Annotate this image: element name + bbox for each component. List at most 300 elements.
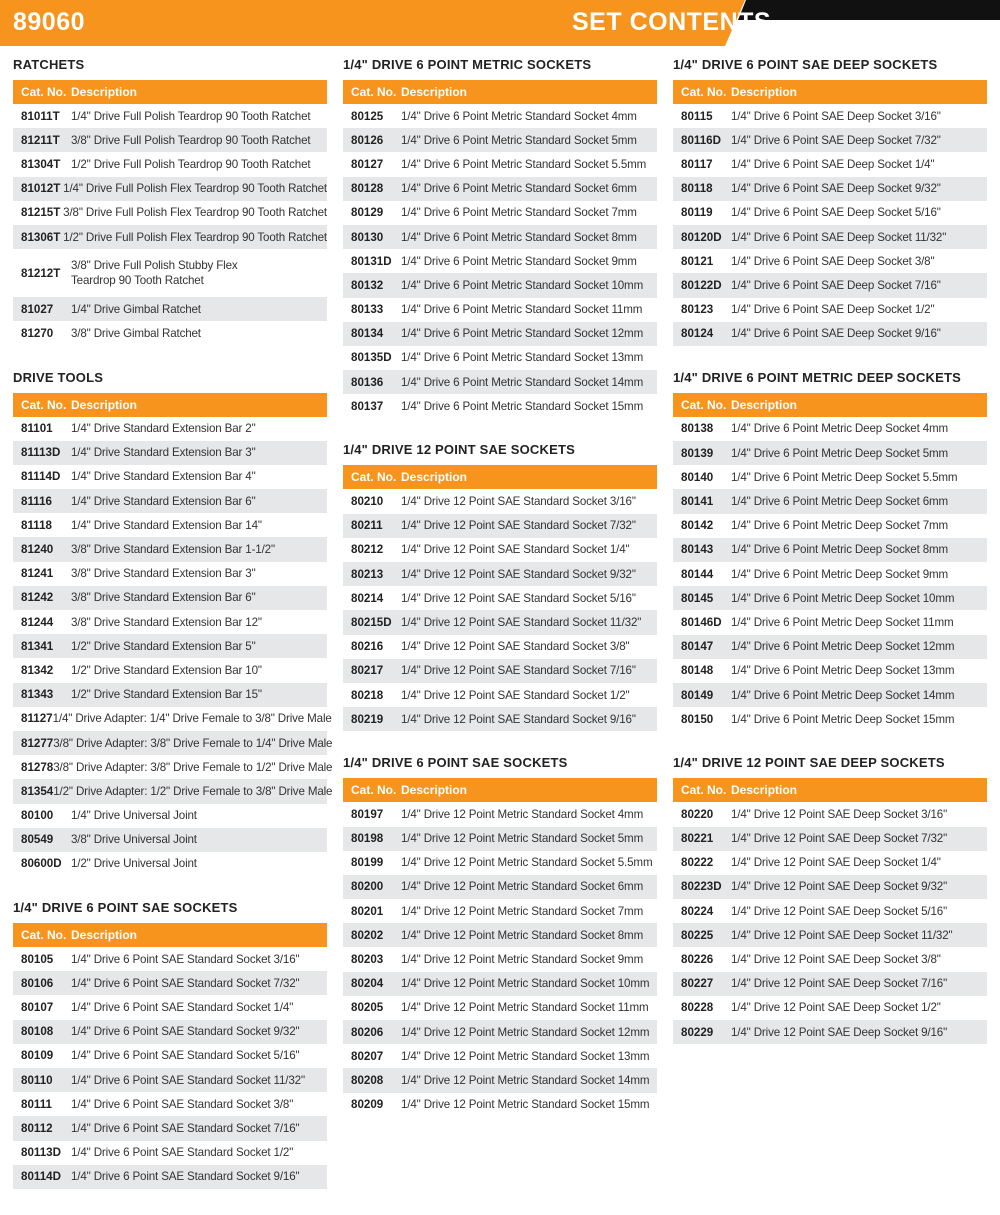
header-cat-no: Cat. No. — [681, 783, 727, 798]
table-row — [13, 586, 327, 610]
set-code: 89060 — [13, 8, 86, 36]
cat-no-cell: 80206 — [351, 1025, 384, 1039]
table-row — [343, 225, 657, 249]
description-cell: 3/8" Drive Standard Extension Bar 12" — [71, 615, 262, 629]
table-row — [13, 779, 333, 803]
table-row — [13, 634, 327, 658]
cat-no-cell: 80223D — [681, 880, 722, 894]
cat-no-cell: 80198 — [351, 832, 384, 846]
cat-no-cell: 80125 — [351, 109, 384, 123]
description-cell: 1/4" Drive 12 Point Metric Standard Socket 13mm — [401, 1049, 650, 1063]
table-row — [13, 152, 327, 176]
cat-no-cell: 80115 — [681, 109, 713, 123]
description-cell: 1/4" Drive 12 Point SAE Deep Socket 11/32" — [731, 928, 953, 942]
table-row — [673, 707, 987, 731]
table-row — [673, 875, 987, 899]
cat-no-cell: 81113D — [21, 446, 61, 460]
description-cell: 1/4" Drive 6 Point SAE Standard Socket 1/4" — [71, 1001, 294, 1015]
table-header — [13, 923, 327, 947]
description-cell: 1/4" Drive 12 Point Metric Standard Socket 10mm — [401, 977, 650, 991]
table-row — [13, 225, 327, 249]
cat-no-cell: 80215D — [351, 615, 392, 629]
description-cell: 1/4" Drive 12 Point Metric Standard Socket 12mm — [401, 1025, 650, 1039]
section-title: 1/4" DRIVE 12 POINT SAE SOCKETS — [343, 442, 575, 458]
table-row — [673, 128, 987, 152]
description-cell: 1/4" Drive 6 Point Metric Standard Socket 11mm — [401, 303, 643, 317]
table-row — [343, 947, 657, 971]
description-cell: 1/4" Drive 6 Point Metric Standard Socket 6mm — [401, 182, 637, 196]
cat-no-cell: 80135D — [351, 351, 392, 365]
description-cell: 1/4" Drive 12 Point SAE Deep Socket 9/32" — [731, 880, 948, 894]
table-row — [673, 610, 987, 634]
description-cell: 1/4" Drive 12 Point Metric Standard Socket 5.5mm — [401, 856, 653, 870]
header-description: Description — [71, 85, 138, 99]
table-row — [13, 417, 327, 441]
header-description: Description — [71, 397, 138, 412]
description-cell: 1/4" Drive Adapter: 1/4" Drive Female to 3/8" Drive Male — [52, 712, 332, 726]
table-row — [673, 923, 987, 947]
description-cell: 1/4" Drive 6 Point Metric Deep Socket 9mm — [731, 567, 949, 581]
table-header — [343, 465, 657, 489]
description-cell: 1/2" Drive Standard Extension Bar 15" — [71, 688, 262, 702]
description-cell: 1/4" Drive 6 Point Metric Deep Socket 4mm — [731, 422, 949, 436]
table-row — [673, 899, 987, 923]
description-cell: 1/4" Drive Universal Joint — [71, 809, 197, 823]
table-row — [13, 804, 327, 828]
table-row — [13, 995, 327, 1019]
cat-no-cell: 80141 — [681, 495, 714, 509]
table-row — [673, 273, 987, 297]
table-row — [673, 322, 987, 346]
table-row — [673, 201, 987, 225]
table-row — [343, 249, 657, 273]
description-cell: 1/4" Drive 12 Point SAE Standard Socket 9/16" — [401, 712, 636, 726]
table-row — [343, 128, 657, 152]
table-row — [343, 538, 657, 562]
section — [673, 368, 987, 731]
cat-no-cell: 81270 — [21, 326, 54, 340]
table-row — [13, 465, 327, 489]
cat-no-cell: 80220 — [681, 807, 714, 821]
cat-no-cell: 81118 — [21, 518, 52, 532]
cat-no-cell: 80133 — [351, 303, 384, 317]
table-row — [673, 635, 987, 659]
description-cell: 1/4" Drive Standard Extension Bar 6" — [71, 494, 256, 508]
table-row — [13, 852, 327, 876]
cat-no-cell: 80116D — [681, 133, 721, 147]
description-cell: 1/4" Drive 6 Point SAE Deep Socket 1/2" — [731, 303, 935, 317]
table-row — [673, 827, 987, 851]
cat-no-cell: 81277 — [21, 736, 54, 750]
cat-no-cell: 80221 — [681, 832, 714, 846]
description-cell: 1/4" Drive 6 Point Metric Deep Socket 5mm — [731, 446, 949, 460]
description-cell: 1/4" Drive 12 Point SAE Standard Socket 7/16" — [401, 664, 636, 678]
cat-no-cell: 80222 — [681, 856, 714, 870]
description-cell: 1/4" Drive 6 Point SAE Standard Socket 1/2" — [71, 1146, 294, 1160]
table-row — [343, 586, 657, 610]
header-cat-no: Cat. No. — [21, 928, 67, 943]
table-row — [673, 465, 987, 489]
description-cell: 1/4" Drive 6 Point SAE Standard Socket 7/32" — [71, 976, 300, 990]
section-title: RATCHETS — [13, 57, 85, 72]
description-cell: 1/4" Drive 12 Point Metric Standard Socket 15mm — [401, 1098, 650, 1112]
cat-no-cell: 80209 — [351, 1098, 384, 1112]
section-title: 1/4" DRIVE 6 POINT SAE SOCKETS — [343, 755, 568, 771]
table-row — [343, 1068, 657, 1092]
header-description: Description — [401, 783, 468, 798]
header-description: Description — [401, 470, 468, 485]
table-row — [343, 346, 657, 370]
table-row — [343, 899, 657, 923]
description-cell: 1/4" Drive 12 Point Metric Standard Socket 7mm — [401, 904, 644, 918]
page-header — [0, 0, 1000, 46]
cat-no-cell: 80212 — [351, 543, 384, 557]
description-cell: 1/4" Drive 6 Point SAE Deep Socket 5/16" — [731, 206, 941, 220]
cat-no-cell: 80123 — [681, 303, 714, 317]
description-cell: 1/4" Drive 6 Point SAE Standard Socket 11/32" — [71, 1073, 305, 1087]
cat-no-cell: 81304T — [21, 157, 61, 171]
description-cell: 1/4" Drive 6 Point Metric Standard Socket 4mm — [401, 109, 637, 123]
table-row — [13, 707, 332, 731]
cat-no-cell: 80197 — [351, 807, 384, 821]
table-row — [343, 273, 657, 297]
header-black-band — [738, 0, 1000, 20]
table-row — [13, 1044, 327, 1068]
table-row — [673, 802, 987, 826]
header-cat-no: Cat. No. — [351, 470, 397, 485]
table-header — [673, 80, 987, 104]
column-1 — [13, 55, 333, 1211]
cat-no-cell: 80600D — [21, 857, 62, 871]
table-row — [13, 1165, 327, 1189]
table-row — [673, 562, 987, 586]
table-row — [343, 996, 657, 1020]
table-row — [13, 562, 327, 586]
description-cell: 1/4" Drive 6 Point Metric Standard Socket 9mm — [401, 254, 637, 268]
table-row — [13, 1141, 327, 1165]
section — [13, 55, 327, 346]
description-cell: 1/4" Drive 6 Point SAE Standard Socket 9/16" — [71, 1170, 300, 1184]
table-row — [343, 802, 657, 826]
table-row — [13, 755, 333, 779]
cat-no-cell: 80216 — [351, 640, 384, 654]
cat-no-cell: 80127 — [351, 157, 384, 171]
description-cell: 1/2" Drive Full Polish Teardrop 90 Tooth Ratchet — [71, 157, 311, 171]
table-row — [343, 1020, 657, 1044]
description-cell: 3/8" Drive Adapter: 3/8" Drive Female to 1/4" Drive Male — [53, 736, 333, 750]
cat-no-cell: 80118 — [681, 182, 713, 196]
cat-no-cell: 81127 — [21, 712, 53, 726]
cat-no-cell: 80128 — [351, 182, 384, 196]
cat-no-cell: 80228 — [681, 1001, 714, 1015]
section-title: 1/4" DRIVE 12 POINT SAE DEEP SOCKETS — [673, 755, 945, 771]
cat-no-cell: 80201 — [351, 904, 384, 918]
cat-no-cell: 81240 — [21, 543, 54, 557]
description-cell: 1/4" Drive 6 Point Metric Deep Socket 10mm — [731, 591, 955, 605]
description-cell: 1/4" Drive Standard Extension Bar 14" — [71, 518, 262, 532]
section — [13, 368, 333, 877]
table-row — [673, 298, 987, 322]
description-cell: 1/4" Drive 6 Point SAE Deep Socket 3/8" — [731, 254, 935, 268]
cat-no-cell: 80112 — [21, 1121, 53, 1135]
table-row — [13, 201, 327, 225]
table-row — [13, 828, 327, 852]
table-row — [343, 177, 657, 201]
description-cell: 3/8" Drive Full Polish Flex Teardrop 90 Tooth Ratchet — [63, 206, 327, 220]
description-cell: 1/4" Drive 12 Point SAE Deep Socket 1/4" — [731, 856, 941, 870]
description-cell: 1/4" Drive 12 Point Metric Standard Socket 11mm — [401, 1001, 649, 1015]
cat-no-cell: 80100 — [21, 809, 54, 823]
section — [673, 753, 987, 1044]
description-cell: 1/4" Drive 12 Point SAE Standard Socket 11/32" — [401, 615, 642, 629]
table-row — [343, 298, 657, 322]
description-cell: 1/4" Drive 6 Point SAE Deep Socket 7/32" — [731, 133, 941, 147]
table-row — [343, 370, 657, 394]
description-cell: 1/4" Drive 6 Point Metric Deep Socket 11mm — [731, 615, 954, 629]
cat-no-cell: 80122D — [681, 278, 722, 292]
description-cell: 1/4" Drive 12 Point Metric Standard Socket 6mm — [401, 880, 644, 894]
table-row — [343, 659, 657, 683]
table-row — [13, 321, 327, 345]
header-cat-no: Cat. No. — [21, 397, 67, 412]
cat-no-cell: 80105 — [21, 952, 54, 966]
cat-no-cell: 80121 — [681, 254, 714, 268]
table-row — [343, 707, 657, 731]
cat-no-cell: 80208 — [351, 1073, 384, 1087]
section — [343, 753, 657, 1116]
header-description: Description — [71, 928, 138, 943]
cat-no-cell: 80106 — [21, 976, 54, 990]
cat-no-cell: 81027 — [21, 302, 54, 316]
table-row — [343, 322, 657, 346]
header-cat-no: Cat. No. — [351, 85, 397, 99]
cat-no-cell: 81116 — [21, 494, 52, 508]
cat-no-cell: 81343 — [21, 688, 54, 702]
description-cell: 1/4" Drive Standard Extension Bar 3" — [71, 446, 256, 460]
cat-no-cell: 80203 — [351, 953, 384, 967]
cat-no-cell: 80207 — [351, 1049, 384, 1063]
description-cell: 1/4" Drive 6 Point Metric Standard Socket 7mm — [401, 206, 637, 220]
cat-no-cell: 80129 — [351, 206, 384, 220]
description-cell: 1/4" Drive 12 Point SAE Deep Socket 5/16" — [731, 904, 948, 918]
cat-no-cell: 80119 — [681, 206, 713, 220]
description-cell: 1/4" Drive 6 Point SAE Deep Socket 1/4" — [731, 157, 935, 171]
description-cell: 1/4" Drive 6 Point SAE Deep Socket 7/16" — [731, 278, 941, 292]
cat-no-cell: 80549 — [21, 833, 54, 847]
table-row — [13, 249, 327, 297]
table-header — [343, 80, 657, 104]
table-row — [673, 947, 987, 971]
table-row — [673, 538, 987, 562]
cat-no-cell: 80147 — [681, 640, 714, 654]
description-cell: 1/4" Drive 6 Point SAE Standard Socket 5/16" — [71, 1049, 300, 1063]
table-row — [673, 996, 987, 1020]
description-cell: 1/4" Drive 12 Point SAE Deep Socket 3/16" — [731, 807, 948, 821]
cat-no-cell: 80130 — [351, 230, 384, 244]
table-row — [343, 104, 657, 128]
cat-no-cell: 80134 — [351, 327, 384, 341]
description-cell: 1/2" Drive Standard Extension Bar 10" — [71, 663, 262, 677]
section-title: 1/4" DRIVE 6 POINT SAE SOCKETS — [13, 900, 238, 916]
description-cell: 1/4" Drive 12 Point SAE Standard Socket 9/32" — [401, 567, 636, 581]
cat-no-cell: 80137 — [351, 399, 384, 413]
cat-no-cell: 81101 — [21, 422, 53, 436]
table-row — [673, 249, 987, 273]
description-cell: 3/8" Drive Full Polish Stubby Flex Teardrop 90 Tooth Ratchet — [71, 259, 238, 288]
description-cell: 1/4" Drive 12 Point Metric Standard Socket 5mm — [401, 832, 644, 846]
cat-no-cell: 80219 — [351, 712, 384, 726]
cat-no-cell: 80143 — [681, 543, 714, 557]
cat-no-cell: 81342 — [21, 663, 54, 677]
table-row — [13, 971, 327, 995]
description-cell: 1/4" Drive 12 Point SAE Standard Socket 3/16" — [401, 495, 636, 509]
description-cell: 1/2" Drive Adapter: 1/2" Drive Female to 3/8" Drive Male — [53, 784, 333, 798]
table-row — [13, 1116, 327, 1140]
table-row — [343, 827, 657, 851]
description-cell: 1/4" Drive Gimbal Ratchet — [71, 302, 201, 316]
description-cell: 3/8" Drive Gimbal Ratchet — [71, 326, 201, 340]
header-description: Description — [731, 85, 798, 99]
table-row — [13, 658, 327, 682]
description-cell: 1/4" Drive 6 Point Metric Deep Socket 6mm — [731, 495, 949, 509]
cat-no-cell: 80117 — [681, 157, 713, 171]
description-cell: 1/4" Drive 6 Point Metric Deep Socket 14mm — [731, 688, 955, 702]
description-cell: 1/4" Drive 6 Point SAE Deep Socket 9/32" — [731, 182, 941, 196]
description-cell: 1/4" Drive 6 Point Metric Deep Socket 5.5mm — [731, 470, 958, 484]
description-cell: 1/4" Drive 6 Point SAE Standard Socket 3/8" — [71, 1097, 294, 1111]
description-cell: 1/4" Drive 6 Point Metric Deep Socket 13mm — [731, 664, 955, 678]
description-cell: 1/4" Drive 6 Point SAE Standard Socket 3/16" — [71, 952, 300, 966]
cat-no-cell: 80111 — [21, 1097, 52, 1111]
description-cell: 1/4" Drive 6 Point Metric Standard Socket 5.5mm — [401, 157, 647, 171]
table-row — [673, 489, 987, 513]
table-row — [343, 489, 657, 513]
table-row — [673, 1020, 987, 1044]
description-cell: 1/4" Drive 6 Point Metric Deep Socket 7mm — [731, 519, 949, 533]
cat-no-cell: 80120D — [681, 230, 722, 244]
table-row — [13, 128, 327, 152]
section-title: 1/4" DRIVE 6 POINT SAE DEEP SOCKETS — [673, 57, 938, 72]
table-row — [673, 152, 987, 176]
table-row — [13, 731, 333, 755]
table-row — [13, 537, 327, 561]
table-row — [673, 659, 987, 683]
table-row — [13, 947, 327, 971]
header-cat-no: Cat. No. — [21, 85, 67, 99]
cat-no-cell: 80149 — [681, 688, 714, 702]
table-row — [673, 441, 987, 465]
table-row — [13, 1092, 327, 1116]
description-cell: 1/4" Drive 12 Point SAE Standard Socket 5/16" — [401, 591, 636, 605]
table-row — [673, 225, 987, 249]
table-header — [13, 80, 327, 104]
description-cell: 3/8" Drive Standard Extension Bar 1-1/2" — [71, 543, 275, 557]
table-header — [673, 778, 987, 802]
description-cell: 1/2" Drive Standard Extension Bar 5" — [71, 639, 256, 653]
cat-no-cell: 80225 — [681, 928, 714, 942]
cat-no-cell: 80210 — [351, 495, 384, 509]
header-cat-no: Cat. No. — [681, 397, 727, 412]
cat-no-cell: 81012T — [21, 182, 61, 196]
table-row — [343, 635, 657, 659]
description-cell: 1/4" Drive 6 Point Metric Standard Socket 5mm — [401, 133, 637, 147]
table-row — [343, 514, 657, 538]
description-cell: 1/4" Drive 12 Point SAE Standard Socket 1/2" — [401, 688, 630, 702]
description-cell: 1/4" Drive 12 Point Metric Standard Socket 8mm — [401, 928, 644, 942]
header-description: Description — [401, 85, 468, 99]
table-row — [673, 417, 987, 441]
description-cell: 1/4" Drive 6 Point Metric Standard Socket 10mm — [401, 278, 644, 292]
table-row — [343, 152, 657, 176]
column-2 — [343, 55, 657, 1139]
section-title: 1/4" DRIVE 6 POINT METRIC DEEP SOCKETS — [673, 369, 962, 385]
table-row — [13, 610, 327, 634]
description-cell: 1/4" Drive Full Polish Teardrop 90 Tooth Ratchet — [71, 109, 311, 123]
description-cell: 1/2" Drive Full Polish Flex Teardrop 90 Tooth Ratchet — [63, 230, 327, 244]
header-cat-no: Cat. No. — [351, 783, 397, 798]
table-header — [343, 778, 657, 802]
cat-no-cell: 80114D — [21, 1170, 61, 1184]
description-cell: 1/4" Drive 6 Point SAE Deep Socket 3/16" — [731, 109, 941, 123]
description-cell: 3/8" Drive Full Polish Teardrop 90 Tooth Ratchet — [71, 133, 311, 147]
table-row — [13, 683, 327, 707]
section — [343, 55, 657, 418]
cat-no-cell: 81011T — [21, 109, 60, 123]
description-cell: 1/4" Drive 6 Point Metric Standard Socket 13mm — [401, 351, 644, 365]
section — [343, 440, 657, 731]
description-cell: 1/4" Drive 6 Point Metric Deep Socket 15mm — [731, 712, 955, 726]
cat-no-cell: 80202 — [351, 928, 384, 942]
cat-no-cell: 80145 — [681, 591, 714, 605]
description-cell: 1/4" Drive Standard Extension Bar 4" — [71, 470, 256, 484]
cat-no-cell: 81211T — [21, 133, 60, 147]
cat-no-cell: 81354 — [21, 784, 54, 798]
cat-no-cell: 81278 — [21, 760, 54, 774]
description-cell: 1/4" Drive 6 Point Metric Standard Socket 12mm — [401, 327, 644, 341]
cat-no-cell: 80139 — [681, 446, 714, 460]
description-cell: 1/4" Drive 12 Point SAE Standard Socket 3/8" — [401, 640, 630, 654]
description-cell: 1/4" Drive 12 Point Metric Standard Socket 9mm — [401, 953, 644, 967]
description-cell: 1/4" Drive 12 Point SAE Standard Socket 1/4" — [401, 543, 630, 557]
cat-no-cell: 80229 — [681, 1025, 714, 1039]
description-cell: 1/4" Drive Standard Extension Bar 2" — [71, 422, 256, 436]
cat-no-cell: 80226 — [681, 953, 714, 967]
table-row — [13, 441, 327, 465]
cat-no-cell: 81212T — [21, 266, 61, 280]
header-description: Description — [731, 783, 798, 798]
section-title: 1/4" DRIVE 6 POINT METRIC SOCKETS — [343, 57, 592, 72]
page-title: SET CONTENTS — [572, 8, 772, 36]
description-cell: 1/4" Drive 6 Point Metric Standard Socket 14mm — [401, 375, 644, 389]
header-description: Description — [731, 397, 798, 412]
table-header — [13, 393, 327, 417]
cat-no-cell: 80124 — [681, 327, 714, 341]
description-cell: 1/4" Drive 6 Point Metric Deep Socket 12mm — [731, 640, 955, 654]
column-3 — [673, 55, 987, 1066]
table-row — [343, 875, 657, 899]
section-title: DRIVE TOOLS — [13, 369, 104, 385]
table-row — [343, 683, 657, 707]
description-cell: 1/4" Drive 12 Point SAE Standard Socket 7/32" — [401, 519, 636, 533]
cat-no-cell: 80110 — [21, 1073, 53, 1087]
cat-no-cell: 80150 — [681, 712, 714, 726]
description-cell: 1/4" Drive 12 Point SAE Deep Socket 9/16" — [731, 1025, 948, 1039]
cat-no-cell: 80126 — [351, 133, 384, 147]
table-row — [343, 972, 657, 996]
table-row — [343, 610, 657, 634]
description-cell: 3/8" Drive Universal Joint — [71, 833, 197, 847]
cat-no-cell: 80144 — [681, 567, 714, 581]
